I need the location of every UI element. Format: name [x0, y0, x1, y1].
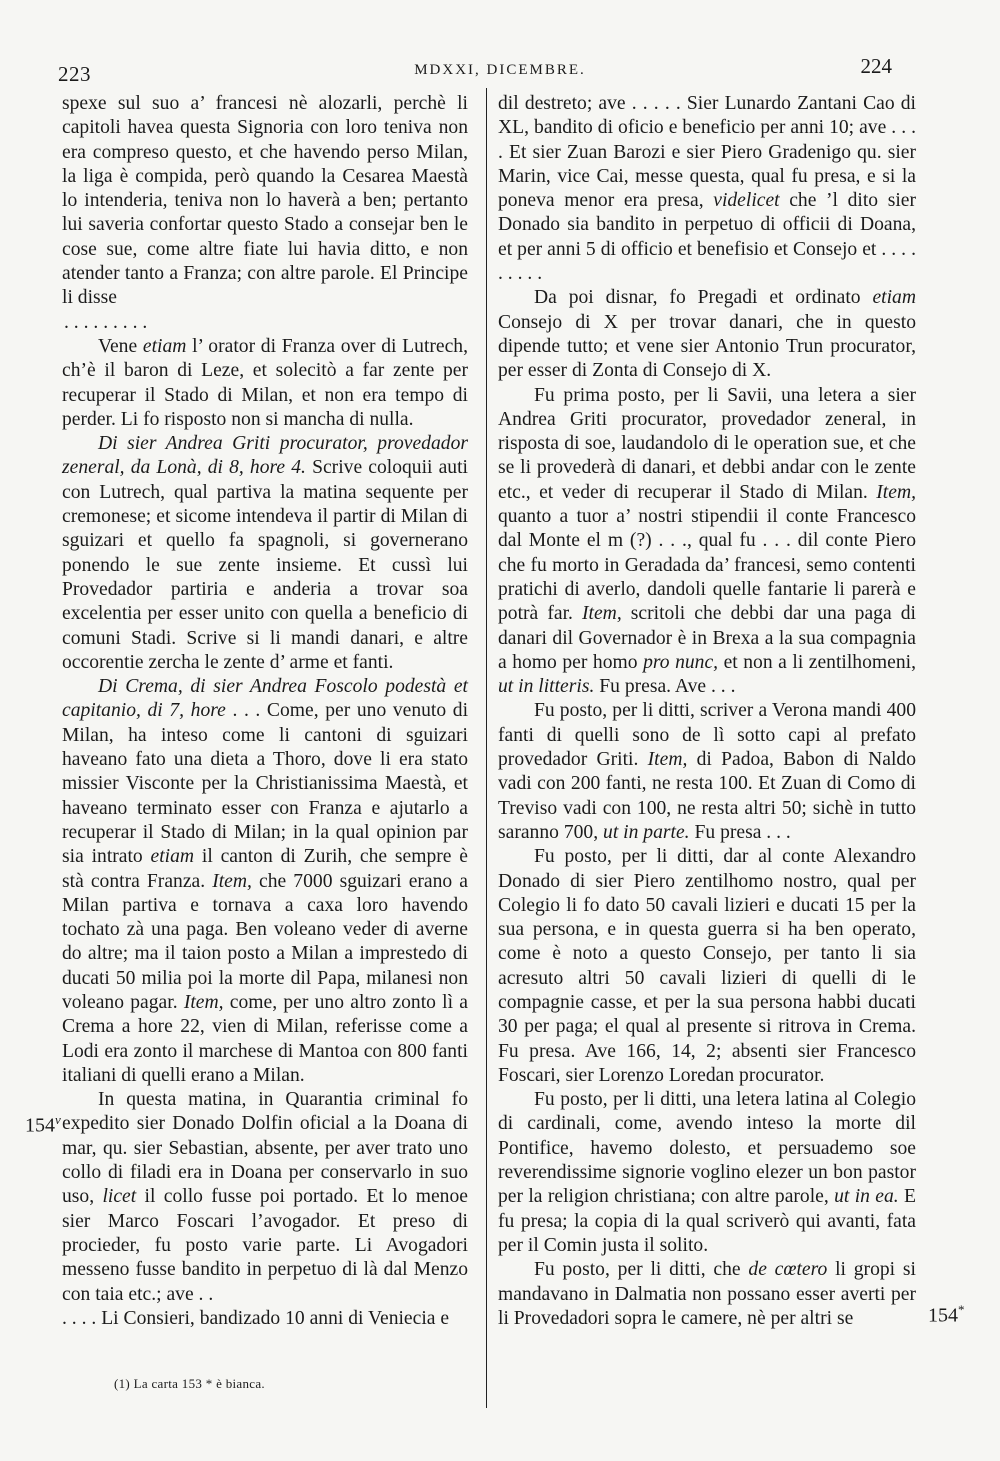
italic-text: ut in ea.	[834, 1186, 899, 1208]
text: dil destreto; ave . . . . . Sier Lunardo Zantani Cao di XL, bandito di oficio e beneficio per anni 10; ave . . . . Et sier Zuan Barozi e sier Piero Gradenigo qu. sier Marin, vice Cai, messe questa, qual fu presa, e si la poneva menor era presa,	[498, 93, 916, 212]
text: che ’l dito sier Donado sia bandito in perpetuo di officii di Doana, et per anni 5 di officio et benefisio et Consejo et . . . . . . . . .	[498, 190, 916, 285]
text: Vene	[98, 335, 143, 357]
text: . . . . . . . . .	[64, 311, 148, 333]
italic-text: Item,	[647, 749, 688, 771]
paragraph	[498, 845, 916, 1088]
page-number-left: 223	[58, 62, 91, 86]
italic-text: de cœtero	[748, 1259, 828, 1281]
paragraph	[498, 286, 916, 383]
text: Fu presa. Ave . . .	[594, 676, 736, 698]
folio-number: 154	[25, 1114, 55, 1137]
italic-heading: Di Crema, di sier Andrea Foscolo podestà et capitanio, di 7, hore	[62, 676, 468, 722]
right-column	[498, 92, 916, 1331]
footnote: (1) La carta 153 * è bianca.	[114, 1376, 265, 1391]
text: In questa matina, in Quarantia criminal fo expedito sier Donado Dolfin oficial a la Doana di mar, qu. sier Sebastian, absente, per aver trato uno collo di filadi era in Doana per conservarlo in suo uso,	[62, 1089, 468, 1208]
italic-text: Item,	[876, 481, 916, 503]
text: Fu presa . . .	[689, 821, 791, 843]
paragraph	[498, 1258, 916, 1331]
italic-text: Item,	[183, 991, 224, 1013]
italic-heading: Di sier Andrea Griti procurator, provedador zeneral, da Lonà, di 8, hore 4.	[62, 433, 468, 479]
text: quanto a tuor a’ nostri stipendii il conte Francesco dal Monte el m (?) . . ., qual fu . . . dil conte Piero che fu morto in Geradada da’ francesi, semo contenti pratichi di averlo, dandoli quelle fantarie li parerà e potrà far.	[498, 506, 916, 625]
paragraph	[498, 92, 916, 286]
text: Fu posto, per li ditti, una letera latina al Colegio di cardinali, come, avendo inteso la morte dil Pontifice, havemo dolesto, et persuademo soe reverendissime signorie voglino elezer un bon pastor per la religion christiana; con altre parole,	[498, 1089, 916, 1208]
paragraph	[498, 1088, 916, 1258]
text: E fu presa; la copia di la qual scriverò qui avanti, fata per il Comin justa il solito.	[498, 1186, 917, 1256]
italic-text: licet	[102, 1186, 137, 1208]
text: . . . . Li Consieri, bandizado 10 anni di Veniecia e	[62, 1307, 450, 1329]
text: Fu posto, per li ditti, scriver a Verona mandi 400 fanti di quelli sono de lì sotto capi al prefato provedador Griti.	[498, 700, 916, 771]
ellipsis-line	[62, 311, 468, 335]
paragraph	[62, 432, 468, 675]
margin-folio-left	[25, 1112, 61, 1138]
text: li gropi si mandavano in Dalmatia non possano esser averti per li Provedadori sopra le camere, nè per altri se	[498, 1259, 916, 1329]
paragraph	[498, 384, 916, 700]
paragraph	[62, 92, 468, 311]
text: il collo fusse poi portado. Et lo menoe sier Marco Foscari l’avogador. Et preso di procieder, fu posto varie parte. Li Avogadori messeno fusse bandito in perpetuo di là dal Menzo con taia etc.; ave . .	[62, 1186, 468, 1305]
folio-number: 154	[928, 1304, 958, 1327]
text: come, per uno altro zonto lì a Crema a hore 22, vien di Milan, referisse come a Lodi era zonto il marchese di Mantoa con 800 fanti italiani di quelli erano a Milan.	[62, 991, 468, 1086]
italic-text: ut in parte.	[603, 821, 690, 843]
folio-suffix: v	[55, 1112, 61, 1127]
italic-text: pro nunc,	[643, 651, 719, 673]
paragraph	[62, 335, 468, 432]
text: spexe sul suo a’ francesi nè alozarli, perchè li capitoli havea questa Signoria con loro teniva non era compreso questo, et che havendo perso Milan, la liga è compida, però quando la Cesarea Maestà lo intenderia, teniva non lo haverà a ben; pertanto lui saveria confortar questo Stado a consejar ben le cose sue, come altre fiate lui havia ditto, e non atender tanto a Franza; con altre parole. El Principe li disse	[62, 93, 468, 309]
italic-text: ut in litteris.	[498, 676, 595, 698]
folio-suffix: *	[958, 1302, 965, 1317]
text: che 7000 sguizari erano a Milan partiva e tornava a caxa loro havendo tochato zà una paga. Ben voleano veder di averne do altre; ma il taion posto a Milan a imprestedo di ducati 50 milia poi la morte dil Papa, milanesi non voleano pagar.	[62, 870, 469, 1013]
italic-text: Item,	[212, 870, 252, 892]
text: Fu posto, per li ditti, dar al conte Alexandro Donado di sier Piero zentilhomo nostro, qual per Colegio li fo dato 50 cavali lizieri e ducati 15 per la sua persona, e in questa guerra si ha ben operato, come è noto a questo Consejo, per tanto li sia acresuto altri 50 cavali lizieri di quelli di le compagnie casse, et per la sua persona habbi ducati 30 per paga; el qual al presente si ritrova in Crema. Fu presa. Ave 166, 14, 2; absenti sier Francesco Foscari, sier Lorenzo Loredan procurator.	[498, 846, 916, 1086]
running-head: MDXXI, DICEMBRE.	[414, 62, 586, 78]
text: Fu posto, per li ditti, che	[534, 1259, 749, 1281]
text: Da poi disnar, fo Pregadi et ordinato	[534, 287, 873, 309]
paragraph	[62, 1088, 468, 1307]
paragraph	[62, 1307, 468, 1331]
text: Consejo di X per trovar danari, che in questo dipende tutto; et vene sier Antonio Trun procurator, per esser di Zonta di Consejo di X.	[498, 311, 916, 382]
page-number-right: 224	[860, 54, 892, 78]
text: Scrive coloquii auti con Lutrech, qual partiva la matina sequente per cremonese; et sicome intendeva il partir di Milan di sguizari et quello fa spagnoli, si governerano ponendo le sue zente insieme. Et cussì lui Provedador partiria e anderia a trovar soa excelentia per esser unito con quella a beneficio di comuni Stadi. Scrive si li mandi danari, e altre occorentie zercha le zente d’ arme et fanti.	[62, 457, 468, 673]
page-header	[0, 54, 1000, 94]
paragraph	[62, 675, 468, 1088]
italic-text: videlicet	[713, 190, 780, 212]
text: . . . Come, per uno venuto di Milan, ha inteso come li cantoni di sguizari haveano fato una dieta a Thoro, dove li era stato missier Visconte per la Christianissima Maestà, et haveano terminato esser con Franza e ajutarlo a recuperar il Stado di Milan; in la qual opinion par sia intrato	[62, 700, 469, 868]
italic-text: Item,	[582, 603, 622, 625]
column-divider	[486, 88, 487, 1408]
margin-folio-right	[928, 1302, 965, 1328]
text: l’ orator di Franza over di Lutrech, ch’è il baron di Leze, et solecitò a far zente per recuperar il Stado di Milan, et non era tempo di perder. Li fo risposto non si mancha di nulla.	[62, 335, 468, 430]
text: di Padoa, Babon di Naldo vadi con 200 fanti, ne resta 100. Et Zuan di Como di Treviso vadi con 100, ne resta altri 50; sichè in tutto saranno 700,	[498, 749, 916, 843]
paragraph	[498, 699, 916, 845]
italic-text: etiam	[142, 335, 187, 357]
text: Fu prima posto, per li Savii, una letera a sier Andrea Griti procurator, provedador zeneral, in risposta di soe, laudandolo di le operation sue, et che se li proveder​à di danari, et debbi andar con le zente etc., et veder di recuperar il Stado di Milan.	[498, 384, 916, 503]
left-column	[62, 92, 468, 1331]
text: il canton di Zurih, che sempre è stà contra Franza.	[62, 846, 469, 892]
italic-text: etiam	[150, 846, 195, 868]
text: et non a li zentilhomeni,	[718, 651, 916, 673]
text: scritoli che debbi dar una paga di danari dil Governador è in Brexa a la sua compagnia a homo per homo	[498, 603, 916, 673]
italic-text: etiam	[872, 287, 916, 309]
